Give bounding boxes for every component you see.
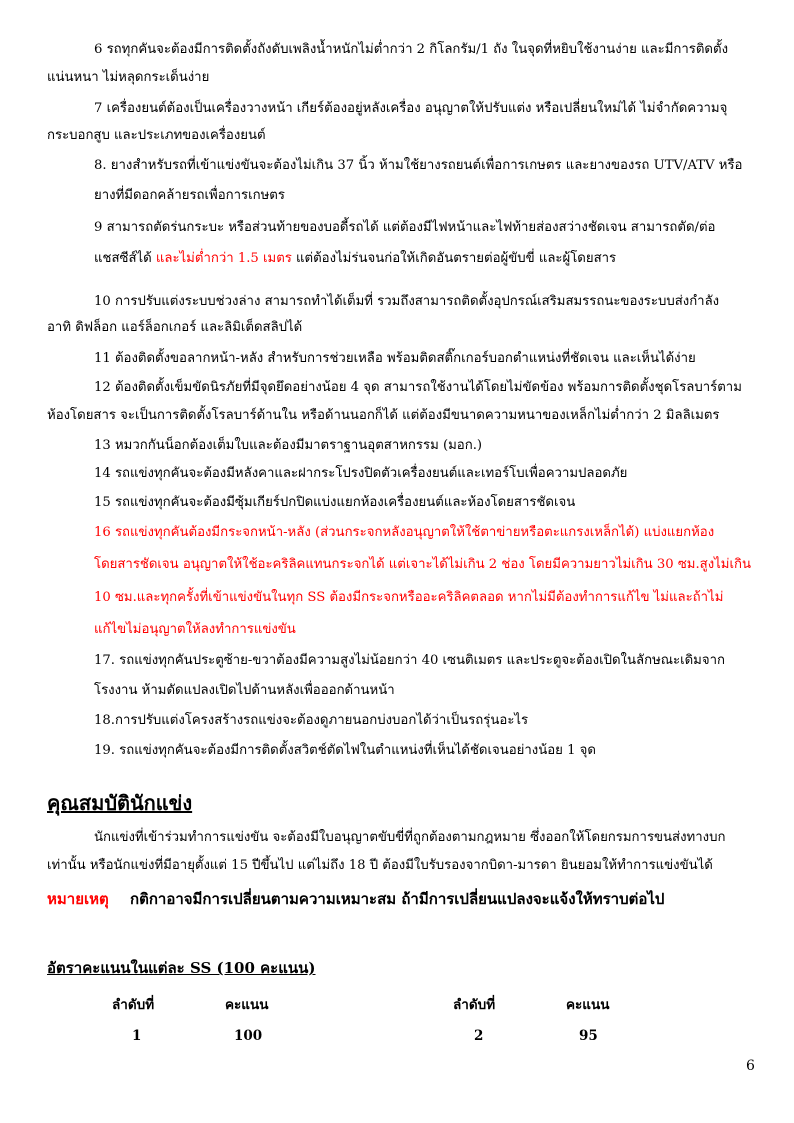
rule-8-line-1: 8. ยางสำหรับรถที่เข้าแข่งขันจะต้องไม่เกิน 37 นิ้ว ห้ามใช้ยางรถยนต์เพื่อการเกษตร และยางของรถ UTV/ATV หรือ	[94, 158, 743, 173]
page-number: 6	[746, 1058, 755, 1074]
rule-10-line-2: อาทิ ดิฟล็อก แอร์ล็อกเกอร์ และลิมิเต็ดสลิปได้	[47, 320, 303, 335]
rule-9-text-b: แต่ต้องไม่ร่นจนก่อให้เกิดอันตรายต่อผู้ขับขี่ และผู้โดยสาร	[291, 251, 617, 266]
rule-19: 19. รถแข่งทุกคันจะต้องมีการติดตั้งสวิตช์ตัดไฟในตำแหน่งที่เห็นได้ชัดเจนอย่างน้อย 1 จุด	[94, 743, 596, 758]
rule-9-line-2	[94, 249, 616, 269]
rule-13: 13 หมวกกันน็อกต้องเต็มใบและต้องมีมาตราฐานอุตสาหกรรม (มอก.)	[94, 438, 483, 453]
rule-9-line-1: 9 สามารถตัดร่นกระบะ หรือส่วนท้ายของบอดี้รถได้ แต่ต้องมีไฟหน้าและไฟท้ายส่องสว่างชัดเจน สามารถตัด/ต่อ	[94, 220, 716, 235]
rule-6-line-1: 6 รถทุกคันจะต้องมีการติดตั้งถังดับเพลิงน้ำหนักไม่ต่ำกว่า 2 กิโลกรัม/1 ถัง ในจุดที่หยิบใช้งานง่าย และมีการติดตั้ง	[94, 42, 729, 57]
rule-18: 18.การปรับแต่งโครงสร้างรถแข่งจะต้องดูภายนอกบ่งบอกได้ว่าเป็นรถรุ่นอะไร	[94, 713, 529, 728]
score-points-1: 100	[234, 1028, 263, 1044]
qualifications-heading: คุณสมบัตินักแข่ง	[47, 791, 193, 815]
rule-9-text-a: แชสซีส์ได้	[94, 251, 156, 266]
rule-17-line-2: โรงงาน ห้ามดัดแปลงเปิดไปด้านหลังเพื่อออกด้านหน้า	[94, 683, 395, 698]
score-points-2: 95	[579, 1028, 598, 1044]
rule-12-line-1: 12 ต้องติดตั้งเข็มขัดนิรภัยที่มีจุดยึดอย่างน้อย 4 จุด สามารถใช้งานได้โดยไม่ขัดข้อง พร้อมการติดตั้งชุดโรลบาร์ตาม	[94, 380, 742, 395]
rule-14: 14 รถแข่งทุกคันจะต้องมีหลังคาและฝากระโปรงปิดตัวเครื่องยนต์และเทอร์โบเพื่อความปลอดภัย	[94, 466, 628, 481]
rule-16-line-4: แก้ไขไม่อนุญาตให้ลงทำการแข่งขัน	[94, 622, 296, 637]
score-header-points-2: คะแนน	[566, 997, 610, 1013]
score-header-rank-1: ลำดับที่	[112, 997, 155, 1013]
rule-6-line-2: แน่นหนา ไม่หลุดกระเด็นง่าย	[47, 70, 210, 85]
rule-7-line-1: 7 เครื่องยนต์ต้องเป็นเครื่องวางหน้า เกียร์ต้องอยู่หลังเครื่อง อนุญาตให้ปรับแต่ง หรือเปลี่ยนใหม่ได้ ไม่จำกัดความจุ	[94, 101, 728, 116]
qualifications-line-2: เท่านั้น หรือนักแข่งที่มีอายุตั้งแต่ 15 ปีขึ้นไป แต่ไม่ถึง 18 ปี ต้องมีใบรับรองจากบิดา-มารดา ยินยอมให้ทำการแข่งขันได้	[47, 858, 713, 873]
rule-16-line-1: 16 รถแข่งทุกคันต้องมีกระจกหน้า-หลัง (ส่วนกระจกหลังอนุญาตให้ใช้ตาข่ายหรือตะแกรงเหล็กได้) แบ่งแยกห้อง	[94, 525, 715, 540]
score-header-rank-2: ลำดับที่	[453, 997, 496, 1013]
qualifications-line-1: นักแข่งที่เข้าร่วมทำการแข่งขัน จะต้องมีใบอนุญาตขับขี่ที่ถูกต้องตามกฎหมาย ซึ่งออกให้โดยกรมการขนส่งทางบก	[94, 830, 726, 845]
score-heading: อัตราคะแนนในแต่ละ SS (100 คะแนน)	[47, 959, 316, 977]
score-header-points-1: คะแนน	[225, 997, 269, 1013]
rule-12-line-2: ห้องโดยสาร จะเป็นการติดตั้งโรลบาร์ด้านใน หรือด้านนอกก็ได้ แต่ต้องมีขนาดความหนาของเหล็กไม่ต่ำกว่า 2 มิลลิเมตร	[47, 408, 720, 423]
rule-15: 15 รถแข่งทุกคันจะต้องมีซุ้มเกียร์ปกปิดแบ่งแยกห้องเครื่องยนต์และห้องโดยสารชัดเจน	[94, 495, 576, 510]
rule-10-line-1: 10 การปรับแต่งระบบช่วงล่าง สามารถทำได้เต็มที่ รวมถึงสามารถติดตั้งอุปกรณ์เสริมสมรรถนะของระบบส่งกำลัง	[94, 294, 720, 309]
rule-8-line-2: ยางที่มีดอกคล้ายรถเพื่อการเกษตร	[94, 188, 285, 203]
score-rank-1: 1	[132, 1028, 142, 1044]
rule-9-highlight: และไม่ต่ำกว่า 1.5 เมตร	[155, 251, 292, 266]
rule-17-line-1: 17. รถแข่งทุกคันประตูซ้าย-ขวาต้องมีความสูงไม่น้อยกว่า 40 เซนติเมตร และประตูจะต้องเปิดในลักษณะเดิมจาก	[94, 653, 725, 668]
rule-7-line-2: กระบอกสูบ และประเภทของเครื่องยนต์	[47, 128, 266, 143]
rule-16-line-3: 10 ซม.และทุกครั้งที่เข้าแข่งขันในทุก SS ต้องมีกระจกหรืออะคริลิคตลอด หากไม่มีต้องทำการแก้ไข ไม่และถ้าไม่	[94, 590, 724, 605]
score-rank-2: 2	[474, 1028, 484, 1044]
note-label: หมายเหตุ	[47, 890, 109, 908]
note-text: กติกาอาจมีการเปลี่ยนตามความเหมาะสม ถ้ามีการเปลี่ยนแปลงจะแจ้งให้ทราบต่อไป	[130, 890, 665, 908]
rule-11: 11 ต้องติดตั้งขอลากหน้า-หลัง สำหรับการช่วยเหลือ พร้อมติดสติ๊กเกอร์บอกตำแหน่งที่ชัดเจน และเห็นได้ง่าย	[94, 351, 696, 366]
rule-16-line-2: โดยสารชัดเจน อนุญาตให้ใช้อะคริลิคแทนกระจกได้ แต่เจาะได้ไม่เกิน 2 ช่อง โดยมีความยาวไม่เกิน 30 ซม.สูงไม่เกิน	[94, 557, 751, 572]
